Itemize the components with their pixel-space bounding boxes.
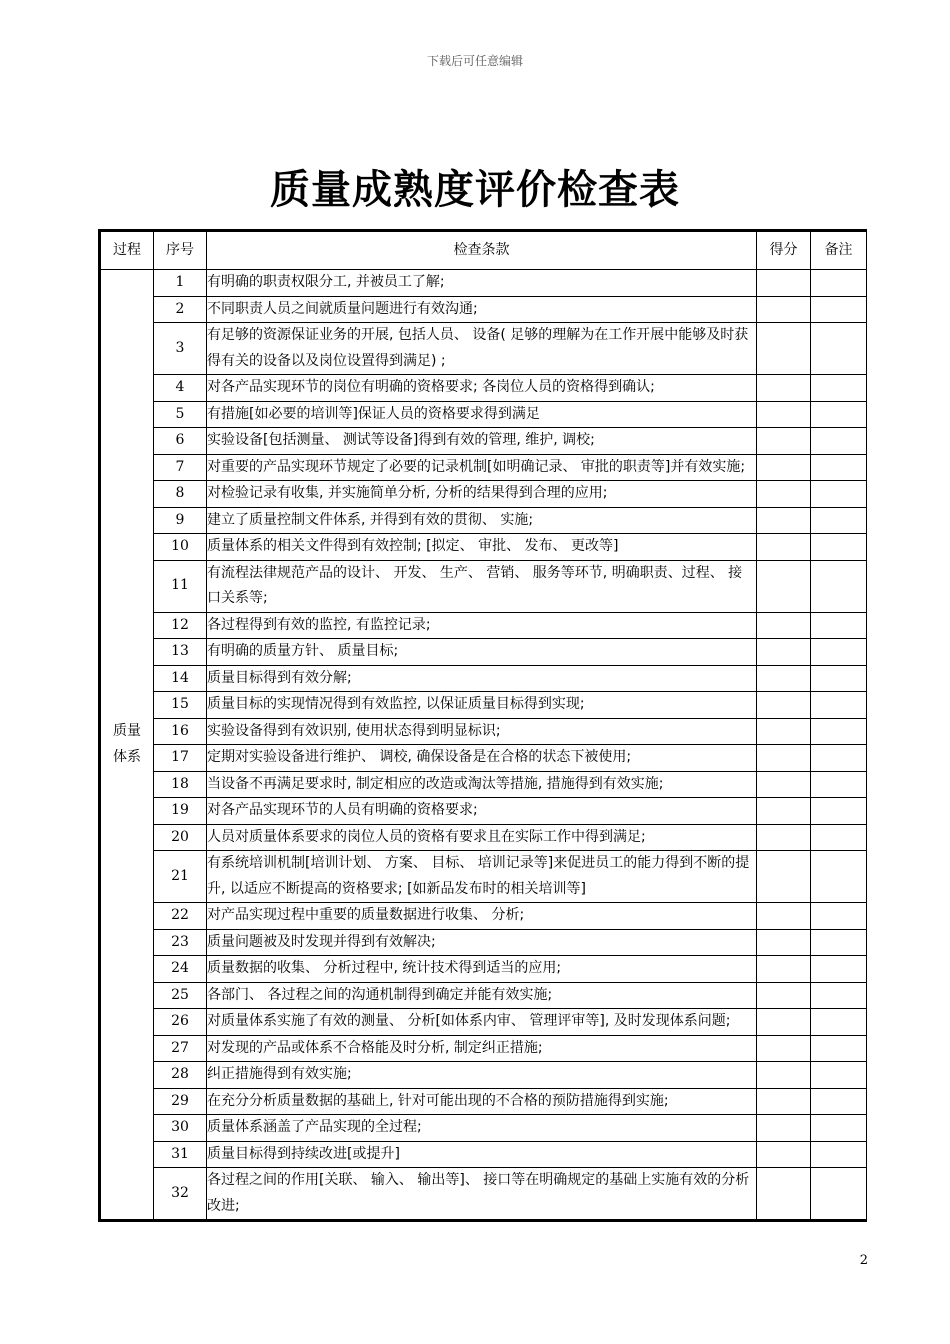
check-clause: 对发现的产品或体系不合格能及时分析, 制定纠正措施; — [207, 1035, 757, 1062]
row-number: 7 — [154, 454, 207, 481]
score-cell[interactable] — [757, 1141, 811, 1168]
score-cell[interactable] — [757, 771, 811, 798]
row-number: 1 — [154, 270, 207, 297]
check-clause: 当设备不再满足要求时, 制定相应的改造或淘汰等措施, 措施得到有效实施; — [207, 771, 757, 798]
remark-cell[interactable] — [811, 956, 867, 983]
remark-cell[interactable] — [811, 639, 867, 666]
row-number: 5 — [154, 401, 207, 428]
table-row — [100, 1088, 867, 1115]
score-cell[interactable] — [757, 745, 811, 772]
table-row — [100, 1115, 867, 1142]
process-label: 质量 — [113, 723, 141, 739]
check-clause: 有系统培训机制[培训计划、 方案、 目标、 培训记录等]来促进员工的能力得到不断的提升, 以适应不断提高的资格要求; [如新品发布时的相关培训等] — [207, 851, 757, 903]
table-row — [100, 956, 867, 983]
row-number: 14 — [154, 665, 207, 692]
table-row — [100, 929, 867, 956]
table-row — [100, 1009, 867, 1036]
score-cell[interactable] — [757, 1115, 811, 1142]
table-row — [100, 982, 867, 1009]
row-number: 11 — [154, 560, 207, 612]
check-clause: 质量目标得到持续改进[或提升] — [207, 1141, 757, 1168]
column-header-clause: 检查条款 — [207, 231, 757, 270]
check-clause: 各部门、 各过程之间的沟通机制得到确定并能有效实施; — [207, 982, 757, 1009]
score-cell[interactable] — [757, 1088, 811, 1115]
check-clause: 对产品实现过程中重要的质量数据进行收集、 分析; — [207, 903, 757, 930]
check-clause: 有措施[如必要的培训等]保证人员的资格要求得到满足 — [207, 401, 757, 428]
table-row — [100, 798, 867, 825]
remark-cell[interactable] — [811, 1115, 867, 1142]
table-row — [100, 270, 867, 297]
check-clause: 不同职责人员之间就质量问题进行有效沟通; — [207, 296, 757, 323]
score-cell[interactable] — [757, 665, 811, 692]
table-row — [100, 323, 867, 375]
table-header-row — [100, 231, 867, 270]
remark-cell[interactable] — [811, 851, 867, 903]
check-clause: 对各产品实现环节的人员有明确的资格要求; — [207, 798, 757, 825]
table-body — [100, 270, 867, 1221]
remark-cell[interactable] — [811, 375, 867, 402]
remark-cell[interactable] — [811, 824, 867, 851]
table-row — [100, 481, 867, 508]
score-cell[interactable] — [757, 401, 811, 428]
row-number: 18 — [154, 771, 207, 798]
score-cell[interactable] — [757, 1062, 811, 1089]
row-number: 20 — [154, 824, 207, 851]
check-clause: 各过程得到有效的监控, 有监控记录; — [207, 612, 757, 639]
score-cell[interactable] — [757, 851, 811, 903]
remark-cell[interactable] — [811, 507, 867, 534]
remark-cell[interactable] — [811, 771, 867, 798]
check-clause: 质量目标的实现情况得到有效监控, 以保证质量目标得到实现; — [207, 692, 757, 719]
table-row — [100, 745, 867, 772]
score-cell[interactable] — [757, 296, 811, 323]
score-cell[interactable] — [757, 692, 811, 719]
row-number: 15 — [154, 692, 207, 719]
row-number: 10 — [154, 534, 207, 561]
score-cell[interactable] — [757, 718, 811, 745]
score-cell[interactable] — [757, 375, 811, 402]
score-cell[interactable] — [757, 507, 811, 534]
remark-cell[interactable] — [811, 612, 867, 639]
remark-cell[interactable] — [811, 665, 867, 692]
remark-cell[interactable] — [811, 982, 867, 1009]
remark-cell[interactable] — [811, 903, 867, 930]
table-row — [100, 612, 867, 639]
score-cell[interactable] — [757, 798, 811, 825]
table-row — [100, 1141, 867, 1168]
table-row — [100, 771, 867, 798]
check-clause: 实验设备[包括测量、 测试等设备]得到有效的管理, 维护, 调校; — [207, 428, 757, 455]
check-clause: 有明确的职责权限分工, 并被员工了解; — [207, 270, 757, 297]
row-number: 30 — [154, 1115, 207, 1142]
table-row — [100, 401, 867, 428]
row-number: 12 — [154, 612, 207, 639]
row-number: 26 — [154, 1009, 207, 1036]
score-cell[interactable] — [757, 612, 811, 639]
remark-cell[interactable] — [811, 428, 867, 455]
table-row — [100, 903, 867, 930]
process-label: 体系 — [113, 748, 141, 765]
page-title: 质量成熟度评价检查表 — [270, 167, 680, 213]
table-row — [100, 718, 867, 745]
table-row — [100, 639, 867, 666]
score-cell[interactable] — [757, 323, 811, 375]
row-number: 25 — [154, 982, 207, 1009]
table-row — [100, 824, 867, 851]
check-clause: 有流程法律规范产品的设计、 开发、 生产、 营销、 服务等环节, 明确职责、过程、 接口关系等; — [207, 560, 757, 612]
row-number: 21 — [154, 851, 207, 903]
remark-cell[interactable] — [811, 560, 867, 612]
table-row — [100, 428, 867, 455]
remark-cell[interactable] — [811, 1035, 867, 1062]
row-number: 2 — [154, 296, 207, 323]
score-cell[interactable] — [757, 956, 811, 983]
row-number: 13 — [154, 639, 207, 666]
score-cell[interactable] — [757, 1035, 811, 1062]
check-clause: 质量目标得到有效分解; — [207, 665, 757, 692]
check-clause: 质量问题被及时发现并得到有效解决; — [207, 929, 757, 956]
remark-cell[interactable] — [811, 481, 867, 508]
process-cell — [100, 270, 154, 1221]
row-number: 4 — [154, 375, 207, 402]
remark-cell[interactable] — [811, 401, 867, 428]
column-header-score: 得分 — [757, 231, 811, 270]
row-number: 31 — [154, 1141, 207, 1168]
score-cell[interactable] — [757, 903, 811, 930]
remark-cell[interactable] — [811, 1168, 867, 1221]
remark-cell[interactable] — [811, 323, 867, 375]
score-cell[interactable] — [757, 824, 811, 851]
check-clause: 质量体系涵盖了产品实现的全过程; — [207, 1115, 757, 1142]
row-number: 3 — [154, 323, 207, 375]
table-row — [100, 534, 867, 561]
row-number: 19 — [154, 798, 207, 825]
score-cell[interactable] — [757, 428, 811, 455]
remark-cell[interactable] — [811, 296, 867, 323]
remark-cell[interactable] — [811, 798, 867, 825]
check-clause: 各过程之间的作用[关联、 输入、 输出等]、 接口等在明确规定的基础上实施有效的分析改进; — [207, 1168, 757, 1221]
remark-cell[interactable] — [811, 1062, 867, 1089]
check-clause: 定期对实验设备进行维护、 调校, 确保设备是在合格的状态下被使用; — [207, 745, 757, 772]
remark-cell[interactable] — [811, 454, 867, 481]
remark-cell[interactable] — [811, 692, 867, 719]
table-row — [100, 454, 867, 481]
check-clause: 对检验记录有收集, 并实施简单分析, 分析的结果得到合理的应用; — [207, 481, 757, 508]
check-clause: 纠正措施得到有效实施; — [207, 1062, 757, 1089]
row-number: 29 — [154, 1088, 207, 1115]
row-number: 24 — [154, 956, 207, 983]
table-row — [100, 665, 867, 692]
remark-cell[interactable] — [811, 929, 867, 956]
remark-cell[interactable] — [811, 745, 867, 772]
remark-cell[interactable] — [811, 718, 867, 745]
table-row — [100, 296, 867, 323]
check-clause: 人员对质量体系要求的岗位人员的资格有要求且在实际工作中得到满足; — [207, 824, 757, 851]
score-cell[interactable] — [757, 929, 811, 956]
check-clause: 在充分分析质量数据的基础上, 针对可能出现的不合格的预防措施得到实施; — [207, 1088, 757, 1115]
score-cell[interactable] — [757, 534, 811, 561]
remark-cell[interactable] — [811, 1009, 867, 1036]
score-cell[interactable] — [757, 1168, 811, 1221]
row-number: 32 — [154, 1168, 207, 1221]
column-header-process: 过程 — [100, 231, 154, 270]
score-cell[interactable] — [757, 982, 811, 1009]
score-cell[interactable] — [757, 1009, 811, 1036]
score-cell[interactable] — [757, 481, 811, 508]
row-number: 22 — [154, 903, 207, 930]
table-row — [100, 1062, 867, 1089]
check-clause: 对重要的产品实现环节规定了必要的记录机制[如明确记录、 审批的职责等]并有效实施; — [207, 454, 757, 481]
table-row — [100, 851, 867, 903]
remark-cell[interactable] — [811, 1141, 867, 1168]
row-number: 23 — [154, 929, 207, 956]
check-clause: 质量体系的相关文件得到有效控制; [拟定、 审批、 发布、 更改等] — [207, 534, 757, 561]
check-clause: 有明确的质量方针、 质量目标; — [207, 639, 757, 666]
table-row — [100, 1168, 867, 1221]
check-clause: 质量数据的收集、 分析过程中, 统计技术得到适当的应用; — [207, 956, 757, 983]
score-cell[interactable] — [757, 639, 811, 666]
score-cell[interactable] — [757, 454, 811, 481]
remark-cell[interactable] — [811, 1088, 867, 1115]
page-number: 2 — [859, 1253, 868, 1268]
table-row — [100, 1035, 867, 1062]
row-number: 8 — [154, 481, 207, 508]
checklist-table — [98, 229, 867, 1222]
score-cell[interactable] — [757, 560, 811, 612]
table-row — [100, 507, 867, 534]
table-row — [100, 375, 867, 402]
table-row — [100, 560, 867, 612]
check-clause: 对质量体系实施了有效的测量、 分析[如体系内审、 管理评审等], 及时发现体系问题; — [207, 1009, 757, 1036]
check-clause: 实验设备得到有效识别, 使用状态得到明显标识; — [207, 718, 757, 745]
column-header-remark: 备注 — [811, 231, 867, 270]
remark-cell[interactable] — [811, 270, 867, 297]
check-clause: 建立了质量控制文件体系, 并得到有效的贯彻、 实施; — [207, 507, 757, 534]
row-number: 17 — [154, 745, 207, 772]
check-clause: 对各产品实现环节的岗位有明确的资格要求; 各岗位人员的资格得到确认; — [207, 375, 757, 402]
row-number: 27 — [154, 1035, 207, 1062]
row-number: 28 — [154, 1062, 207, 1089]
header-note: 下载后可任意编辑 — [426, 54, 523, 68]
column-header-number: 序号 — [154, 231, 207, 270]
row-number: 16 — [154, 718, 207, 745]
remark-cell[interactable] — [811, 534, 867, 561]
row-number: 9 — [154, 507, 207, 534]
table-row — [100, 692, 867, 719]
row-number: 6 — [154, 428, 207, 455]
check-clause: 有足够的资源保证业务的开展, 包括人员、 设备( 足够的理解为在工作开展中能够及时获得有关的设备以及岗位设置得到满足) ; — [207, 323, 757, 375]
score-cell[interactable] — [757, 270, 811, 297]
